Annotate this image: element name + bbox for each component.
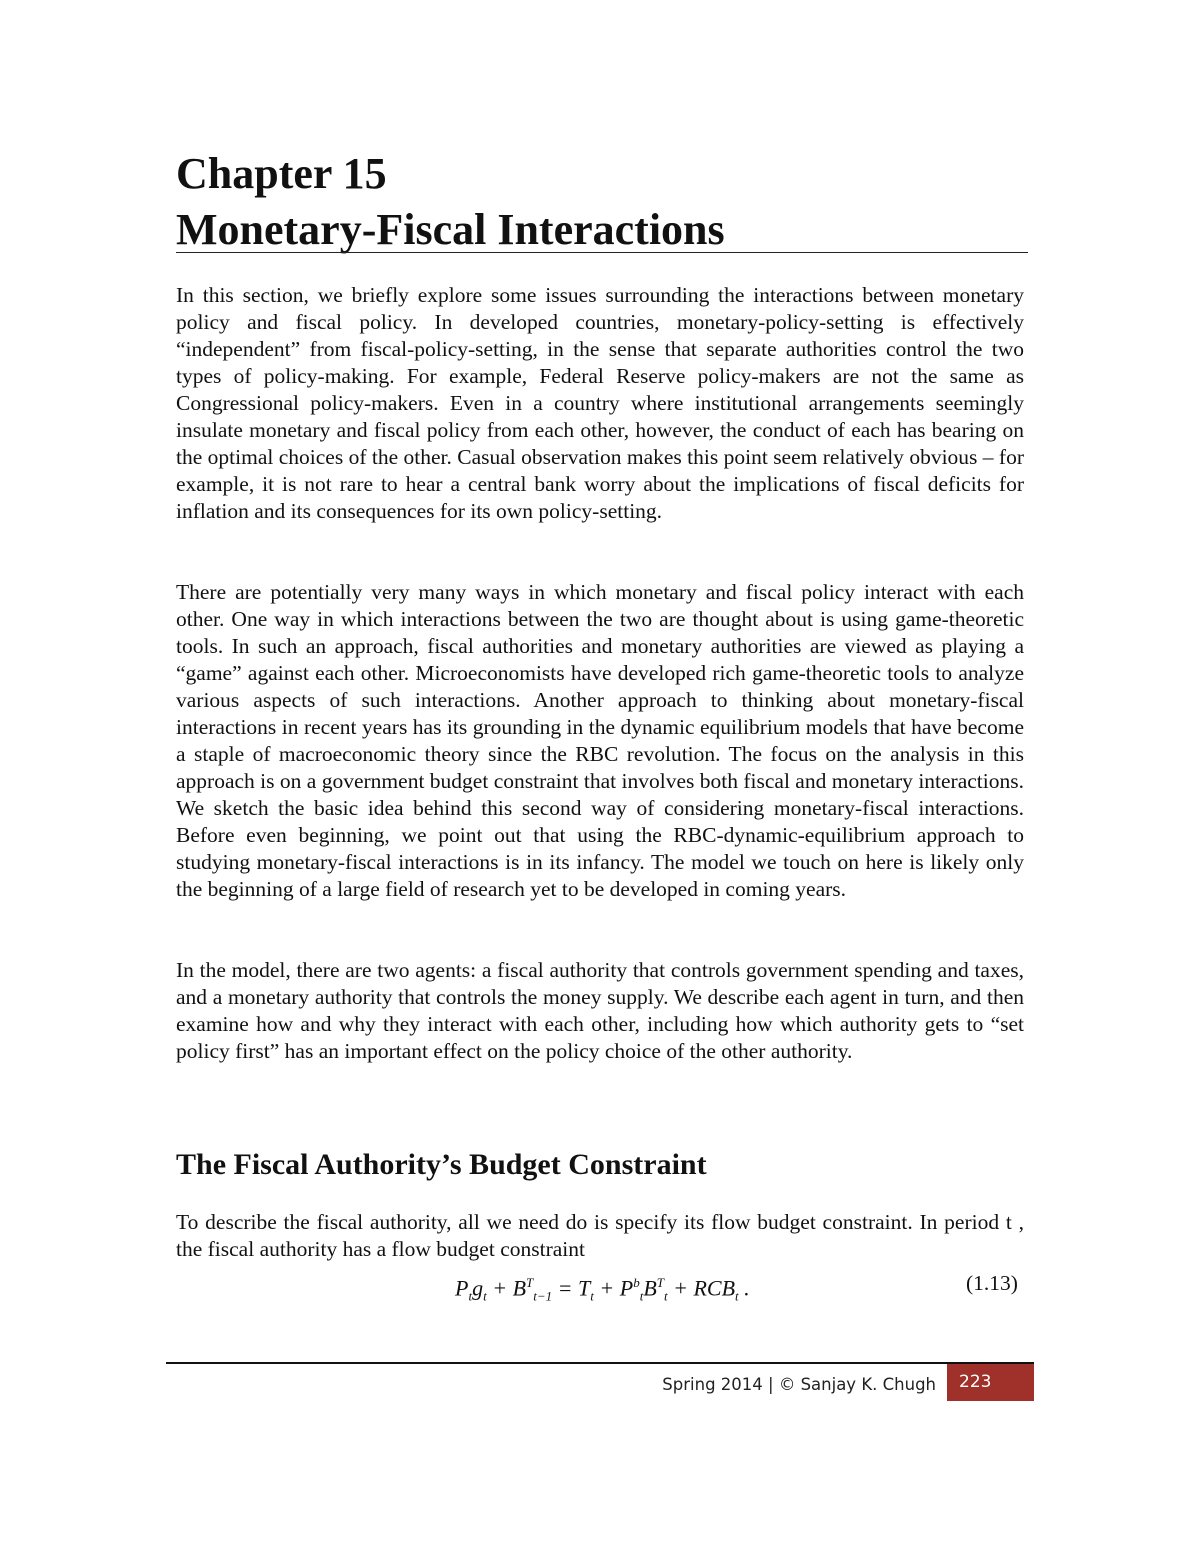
budget-constraint-equation [455, 1268, 750, 1312]
eq-spending: g [472, 1275, 484, 1301]
paragraph-model: In the model, there are two agents: a fiscal authority that controls government spending and taxes, and a monetary authority that controls the money supply. We describe each agent in turn, and then examine how and why they interact with each other, including how which authority gets to “set policy first” has an important effect on the policy choice of the other authority. [176, 958, 1024, 1063]
eq-operator: + [486, 1275, 513, 1301]
chapter-number: Chapter 15 [176, 149, 387, 198]
eq-operator: + [593, 1275, 620, 1301]
chapter-title: Monetary-Fiscal Interactions [176, 205, 725, 254]
paragraph-section-intro: To describe the fiscal authority, all we need do is specify its flow budget constraint. In period t , the fiscal authority has a flow budget constraint [176, 1210, 1024, 1261]
eq-bonds-now: B [643, 1275, 657, 1301]
eq-sub: t [664, 1288, 668, 1304]
eq-sub: t [468, 1288, 473, 1304]
paragraph-approaches: There are potentially very many ways in which monetary and fiscal policy interact with each other. One way in which interactions between the two are thought about is using game-theoretic tools. In such an approach, fiscal authorities and monetary authorities are viewed as playing a “game” against each other. Microeconomists have developed rich game-theoretic tools to analyze various aspects of such interactions. Another approach to thinking about monetary-fiscal interactions in recent years has its grounding in the dynamic equilibrium models that have become a staple of macroeconomic theory since the RBC revolution. The focus on the analysis in this approach is on a government budget constraint that involves both fiscal and monetary interactions. We sketch the basic idea behind this second way of considering monetary-fiscal interactions. Before even beginning, we point out that using the RBC-dynamic-equilibrium approach to studying monetary-fiscal interactions is in its infancy. The model we touch on here is likely only the beginning of a large field of research yet to be developed in coming years. [176, 580, 1024, 901]
eq-sub: t−1 [533, 1288, 553, 1304]
eq-rcb: RCB [693, 1275, 736, 1301]
section-heading: The Fiscal Authority’s Budget Constraint [176, 1148, 707, 1181]
eq-operator: = [552, 1275, 578, 1301]
eq-sup: T [656, 1275, 664, 1290]
eq-bonds-prev: B [512, 1275, 527, 1301]
chapter-divider [176, 252, 1028, 253]
eq-price: P [455, 1275, 469, 1301]
footer-divider [166, 1362, 1034, 1364]
eq-period: . [738, 1275, 750, 1301]
eq-sub: t [735, 1288, 739, 1304]
eq-taxes: T [578, 1275, 591, 1301]
chapter-heading [176, 146, 1026, 258]
eq-sup: b [633, 1275, 640, 1290]
paragraph-intro: In this section, we briefly explore some issues surrounding the interactions between monetary policy and fiscal policy. In developed countries, monetary-policy-setting is effectively “independent” from fiscal-policy-setting, in the sense that separate authorities control the two types of policy-making. For example, Federal Reserve policy-makers are not the same as Congressional policy-makers. Even in a country where institutional arrangements seemingly insulate monetary and fiscal policy from each other, however, the conduct of each has bearing on the optimal choices of the other. Casual observation makes this point seem relatively obvious – for example, it is not rare to hear a central bank worry about the implications of fiscal deficits for inflation and its consequences for its own policy-setting. [176, 283, 1024, 523]
equation-number: (1.13) [966, 1271, 1018, 1295]
eq-sub: t [483, 1288, 487, 1304]
eq-bond-price: P [619, 1275, 634, 1301]
eq-sup: T [526, 1275, 534, 1290]
eq-sub: t [639, 1288, 644, 1304]
eq-sub: t [590, 1288, 594, 1304]
page-number: 223 [947, 1364, 1034, 1401]
footer-credit: Spring 2014 | © Sanjay K. Chugh [662, 1375, 936, 1394]
eq-operator: + [667, 1275, 694, 1301]
